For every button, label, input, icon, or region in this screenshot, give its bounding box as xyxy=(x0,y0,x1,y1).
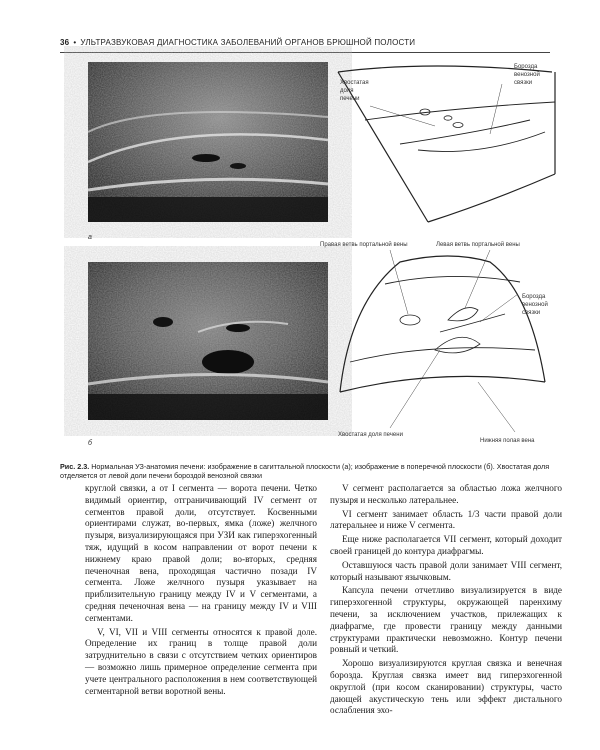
text-column-left xyxy=(85,483,317,699)
header-bullet: • xyxy=(73,38,77,47)
figure-caption xyxy=(60,462,560,481)
paragraph: Оставшуюся часть правой доли занимает VIII сегмент, который называют язычковым. xyxy=(330,559,562,582)
label-groove-b-3: связки xyxy=(522,310,541,316)
ultrasound-image-transverse xyxy=(88,262,328,420)
page-number: 36 xyxy=(60,38,70,47)
label-caudate-a-2: доля xyxy=(340,88,354,94)
label-groove-a-2: венозной xyxy=(514,72,540,78)
header-rule xyxy=(60,52,550,53)
label-groove-a-1: Борозда xyxy=(514,64,538,70)
label-left-portal-vein: Левая ветвь портальной вены xyxy=(436,242,520,248)
text-column-right xyxy=(330,483,562,719)
caption-text: Нормальная УЗ-анатомия печени: изображение в сагиттальной плоскости (а); изображение в поперечной плоскости (б). Хвостатая доля отделяется от левой доли печени бороздой венозной связки xyxy=(60,462,550,481)
sector-outline xyxy=(358,72,552,232)
label-ivc: Нижняя полая вена xyxy=(480,438,535,444)
label-groove-b-2: венозной xyxy=(522,302,548,308)
ultrasound-image-sagittal xyxy=(88,62,328,222)
label-right-portal-vein: Правая ветвь портальной вены xyxy=(320,242,408,248)
paragraph: Хорошо визуализируются круглая связка и венечная борозда. Круглая связка имеет вид гиперэхогенной округлой (при косом сканировании) структуры, часто дающей акустическую тень или эффект дистального ослабления эхо- xyxy=(330,658,562,716)
paragraph: V, VI, VII и VIII сегменты относятся к правой доле. Определение их границ в толще правой доли затруднительно в связи с отсутствием четких ориентиров — возможно лишь примерное определение сегмента при учете центрального расположения в нем соответствующей сегментарной ветви воротной вены. xyxy=(85,626,317,696)
label-caudate-a-1: Хвостатая xyxy=(340,80,369,86)
caption-label: Рис. 2.3. xyxy=(60,462,90,471)
label-caudate-a-3: печени xyxy=(340,96,360,102)
paragraph: круглой связки, а от I сегмента — ворота печени. Четко видимый ориентир, отграничивающий IV сегмент от сегментов правой доли, отсутствует. Косвенными ориентирами служат, во-первых, ямка (ложе) желчного пузыря, визуализирующаяся при УЗИ как гиперэхогенный тяж, идущий в косом направлении от ворот печени к нижнему краю правой доли; во-вторых, средняя печеночная вена, проходящая частично позади IV сегмента. Ложе желчного пузыря указывает на приблизительную границу между IV и V сегментами, а средняя печеночная вена — на границу между IV и VIII сегментами. xyxy=(85,483,317,623)
running-title: УЛЬТРАЗВУКОВАЯ ДИАГНОСТИКА ЗАБОЛЕВАНИЙ ОРГАНОВ БРЮШНОЙ ПОЛОСТИ xyxy=(80,38,416,47)
paragraph: Капсула печени отчетливо визуализируется в виде гиперэхогенной структуры, окружающей паренхиму печени, за исключением участков, прилежащих к диафрагме, где провести границу между данными структурами практически невозможно. Контур печени ровный и четкий. xyxy=(330,585,562,655)
paragraph: Еще ниже располагается VII сегмент, который доходит своей границей до контура диафрагмы. xyxy=(330,534,562,556)
diagram-sagittal xyxy=(330,62,560,227)
label-groove-b-1: Борозда xyxy=(522,294,546,300)
paragraph: VI сегмент занимает область 1/3 части правой доли латеральнее и ниже V сегмента. xyxy=(330,508,562,531)
diagram-transverse xyxy=(320,232,560,450)
page-header xyxy=(60,38,560,50)
panel-letter-b: б xyxy=(88,440,92,447)
panel-letter-a: а xyxy=(88,234,92,241)
label-groove-a-3: связки xyxy=(514,80,533,86)
label-caudate-b: Хвостатая доля печени xyxy=(338,432,403,438)
paragraph: V сегмент располагается за областью ложа желчного пузыря и несколько латеральнее. xyxy=(330,483,562,505)
